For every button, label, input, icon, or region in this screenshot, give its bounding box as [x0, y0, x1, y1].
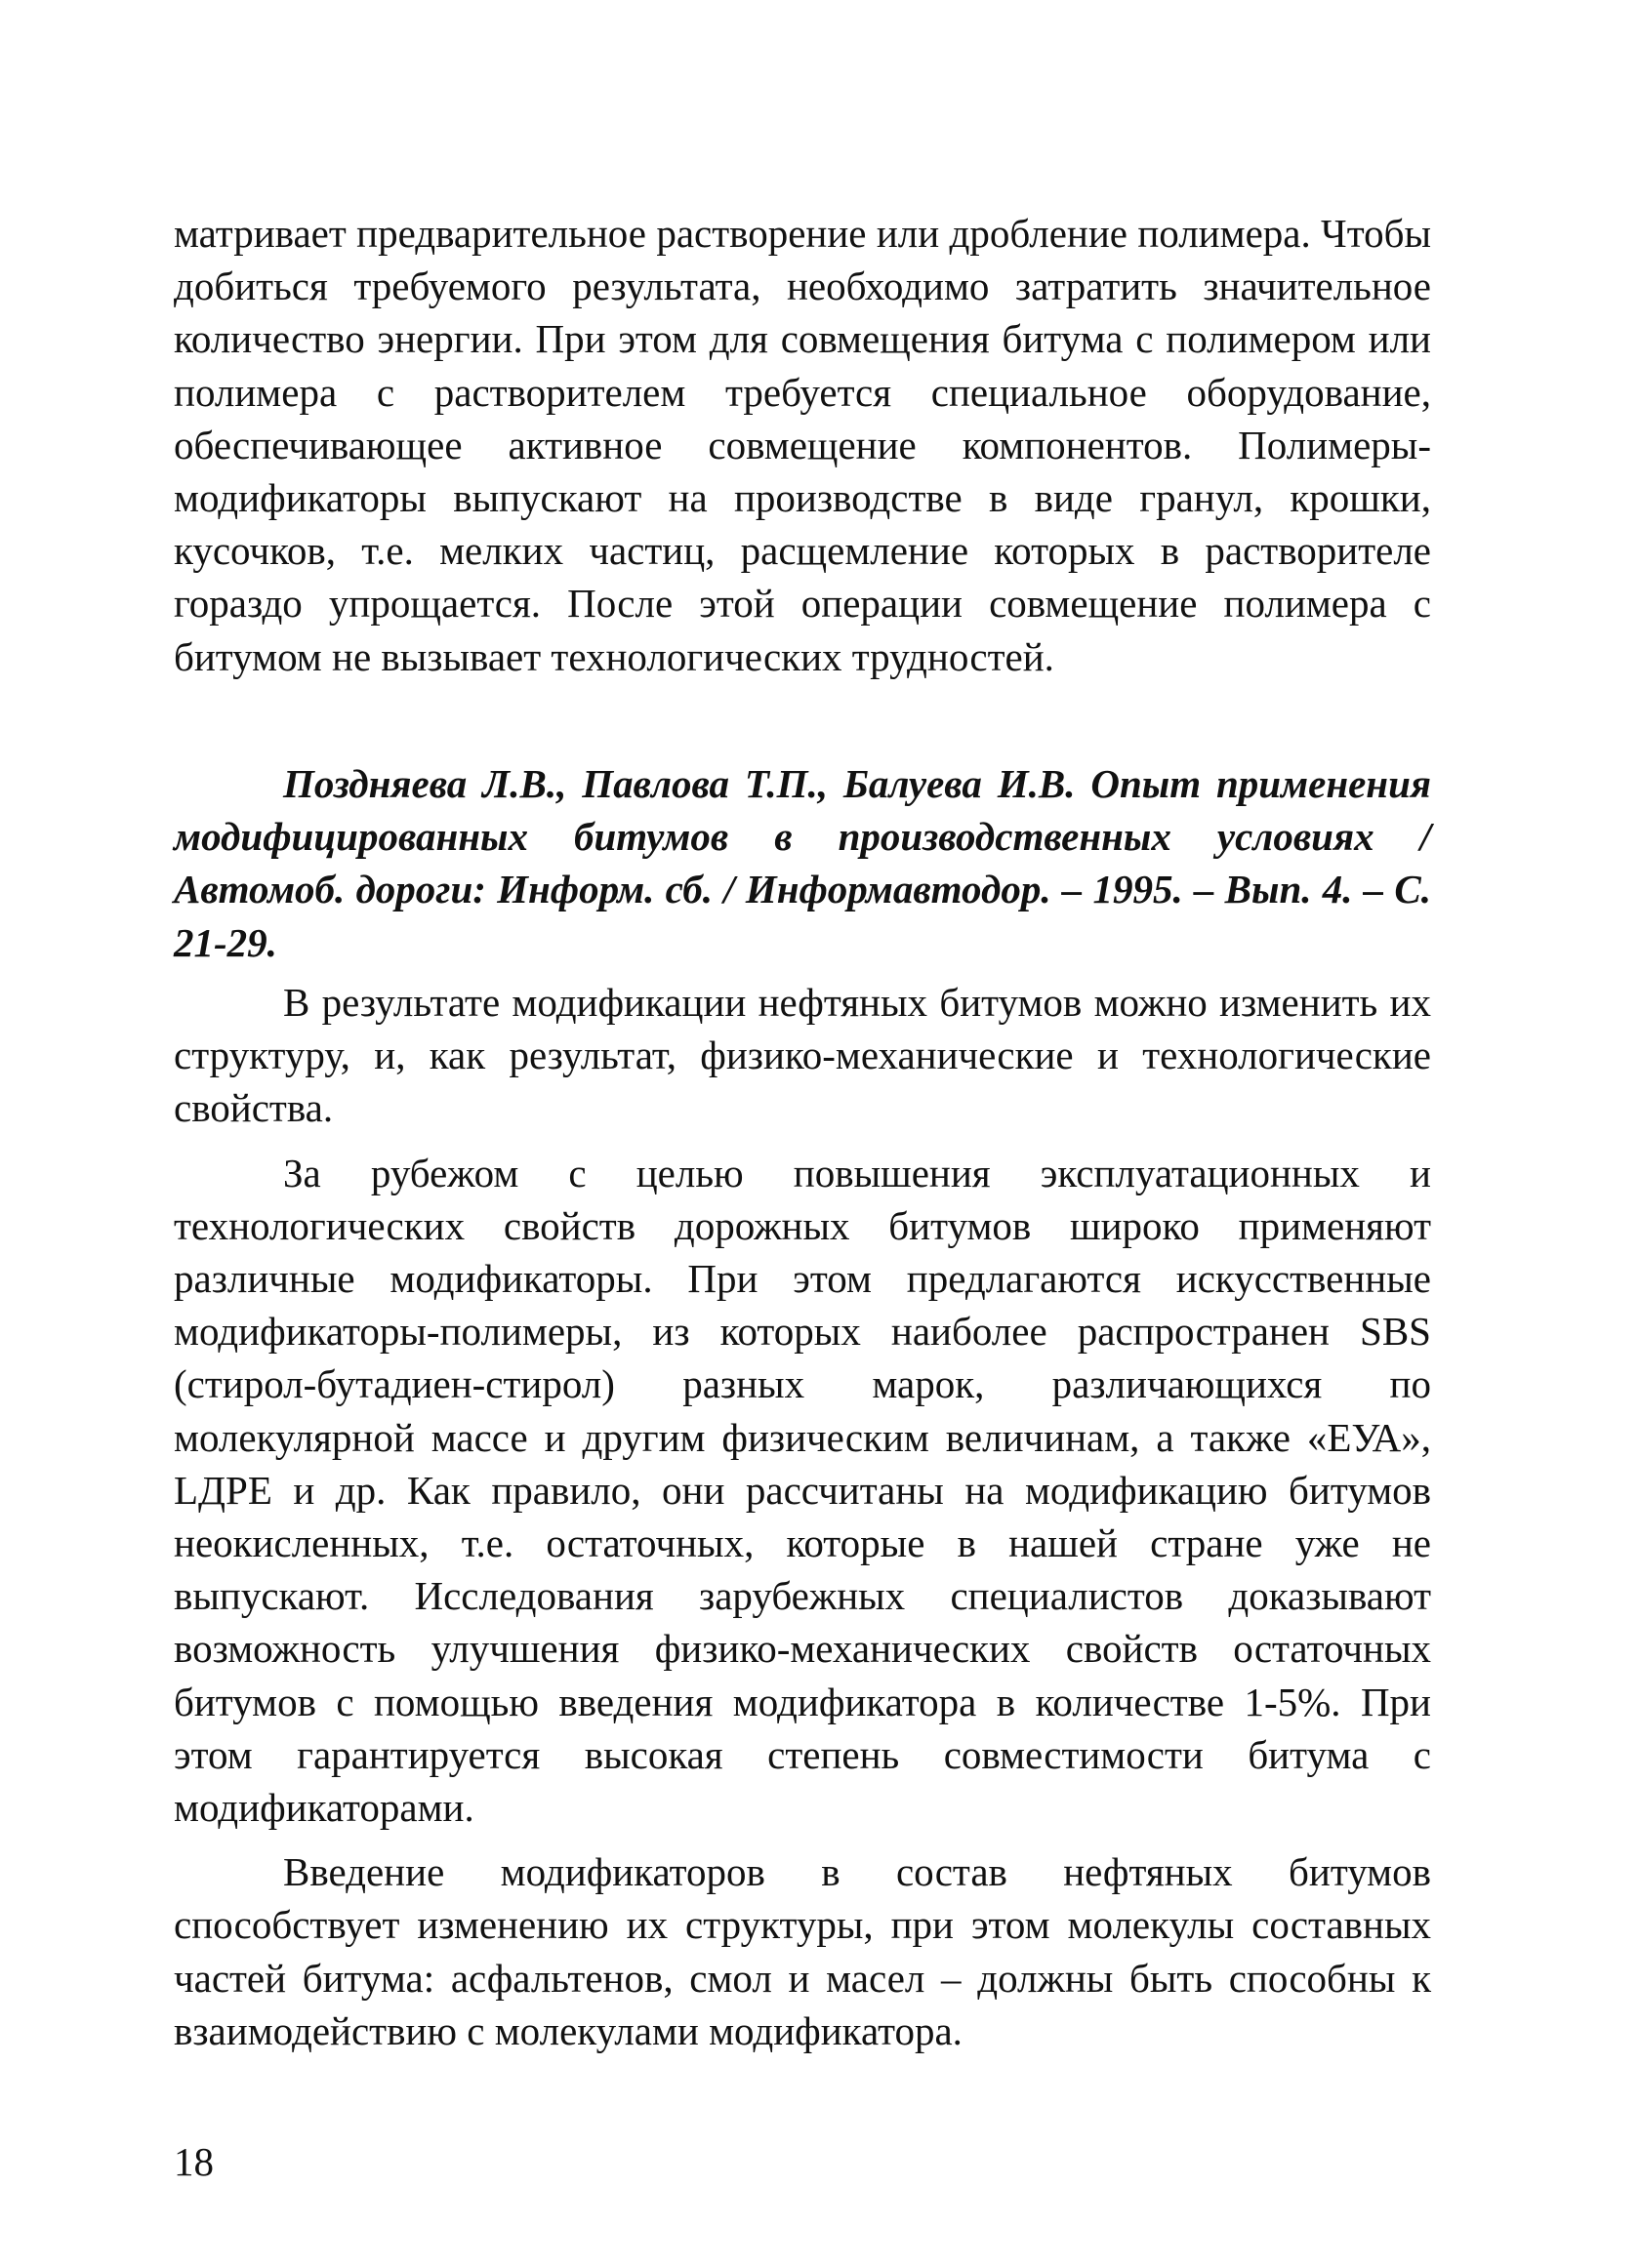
- bibliographic-citation: Поздняева Л.В., Павлова Т.П., Балуева И.В. Опыт применения модифицированных битумов в производственных условиях / Автомоб. дороги: Информ. сб. / Информавтодор. – 1995. – Вып. 4. – С. 21-29.: [174, 761, 1431, 965]
- body-paragraph-2: За рубежом с целью повышения эксплуатационных и технологических свойств дорожных битумов широко применяют различные модификаторы. При этом предлагаются искусственные модификаторы-полимеры, из которых наиболее распространен SBS (стирол-бутадиен-стирол) разных марок, различающихся по молекулярной массе и другим физическим величинам, а также «ЕУА», LДРЕ и др. Как правило, они рассчитаны на модификацию битумов неокисленных, т.е. остаточных, которые в нашей стране уже не выпускают. Исследования зарубежных специалистов доказывают возможность улучшения физико-механических свойств остаточных битумов с помощью введения модификатора в количестве 1-5%. При этом гарантируется высокая степень совместимости битума с модификаторами.: [174, 1150, 1431, 1831]
- page-number: 18: [174, 2139, 214, 2184]
- continuation-paragraph-block: [174, 207, 1431, 683]
- body-paragraph-3: Введение модификаторов в состав нефтяных битумов способствует изменению их структуры, при этом молекулы составных частей битума: асфальтенов, смол и масел – должны быть способны к взаимодействию с молекулами модификатора.: [174, 1849, 1431, 2053]
- continuation-paragraph: матривает предварительное растворение или дробление полимера. Чтобы добиться требуемого результата, необходимо затратить значительное количество энергии. При этом для совмещения битума с полимером или полимера с растворителем требуется специальное оборудование, обеспечивающее активное совмещение компонентов. Полимеры-модификаторы выпускают на производстве в виде гранул, крошки, кусочков, т.е. мелких частиц, расщемление которых в растворителе гораздо упрощается. После этой операции совмещение полимера с битумом не вызывает технологических трудностей.: [174, 211, 1431, 679]
- body-text: [174, 976, 1431, 2069]
- body-paragraph-1: В результате модификации нефтяных битумов можно изменить их структуру, и, как результат, физико-механические и технологические свойства.: [174, 980, 1431, 1131]
